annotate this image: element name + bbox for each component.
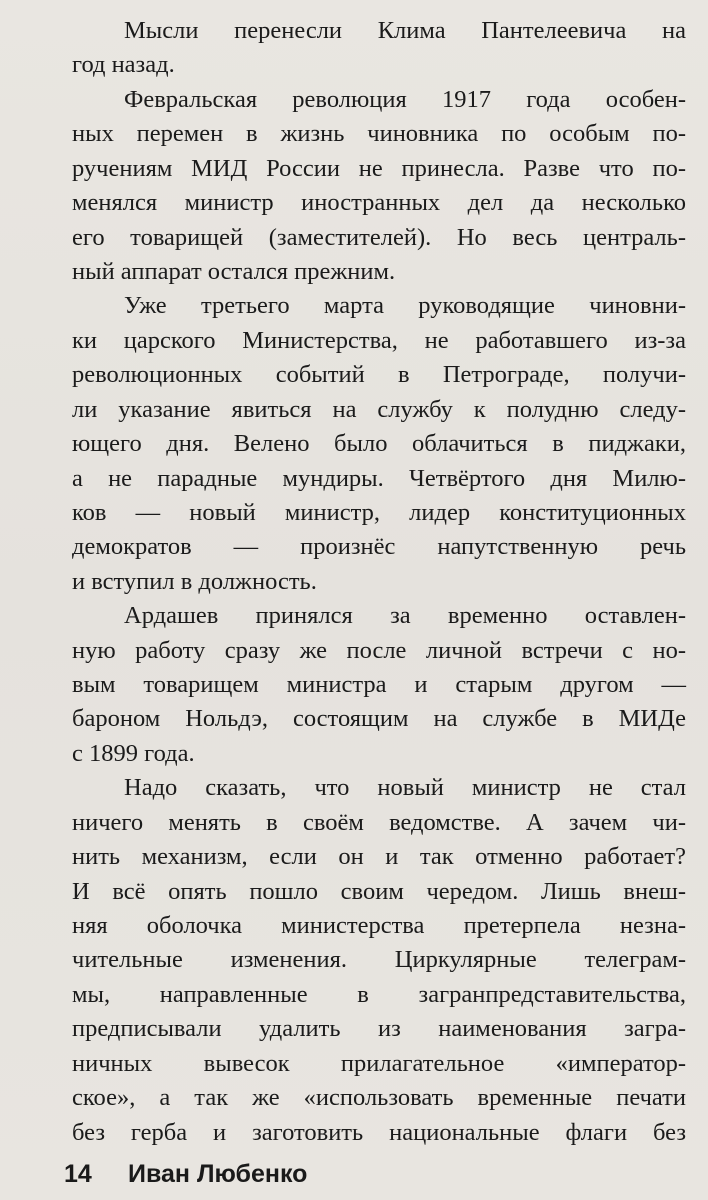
text-line: ничных вывесок прилагательное «император- — [72, 1049, 686, 1077]
text-line: Уже третьего марта руководящие чиновни- — [124, 292, 686, 320]
text-line: бароном Нольдэ, состоящим на службе в МИДе — [72, 705, 686, 733]
text-line: с 1899 года. — [72, 739, 195, 767]
text-line: вым товарищем министра и старым другом — — [72, 671, 686, 699]
text-line: ское», а так же «использовать временные печати — [72, 1084, 686, 1112]
text-line: ки царского Министерства, не работавшего из-за — [72, 326, 686, 354]
page-footer — [64, 1156, 307, 1192]
text-line: Февральская революция 1917 года особен- — [124, 85, 686, 113]
text-line: нить механизм, если он и так отменно работает? — [72, 843, 686, 871]
page-number: 14 — [64, 1160, 92, 1188]
text-line: ничего менять в своём ведомстве. А зачем чи- — [72, 808, 686, 836]
text-line: ных перемен в жизнь чиновника по особым по- — [72, 120, 686, 148]
text-line: И всё опять пошло своим чередом. Лишь внеш- — [72, 877, 686, 905]
text-line: Мысли перенесли Клима Пантелеевича на — [124, 17, 686, 44]
text-line: без герба и заготовить национальные флаги без — [72, 1118, 686, 1146]
text-line: мы, направленные в загранпредставительства, — [72, 980, 686, 1008]
text-line: ков — новый министр, лидер конституционных — [72, 498, 686, 526]
text-line: год назад. — [72, 51, 175, 79]
text-line: няя оболочка министерства претерпела незна- — [72, 912, 686, 940]
text-line: ную работу сразу же после личной встречи с но- — [72, 636, 686, 664]
text-line: ручениям МИД России не принесла. Разве что по- — [72, 154, 686, 182]
text-line: предписывали удалить из наименования загра- — [72, 1015, 686, 1043]
text-line: Надо сказать, что новый министр не стал — [124, 774, 686, 802]
text-line: Ардашев принялся за временно оставлен- — [124, 602, 686, 630]
text-line: а не парадные мундиры. Четвёртого дня Милю- — [72, 464, 686, 492]
text-line: его товарищей (заместителей). Но весь централь- — [72, 223, 686, 251]
text-line: ли указание явиться на службу к полудню следу- — [72, 395, 686, 423]
text-line: демократов — произнёс напутственную речь — [72, 533, 686, 561]
text-line: ный аппарат остался прежним. — [72, 257, 396, 285]
text-line: менялся министр иностранных дел да несколько — [72, 189, 686, 217]
text-line: чительные изменения. Циркулярные телеграм- — [72, 946, 686, 974]
author-name: Иван Любенко — [128, 1160, 308, 1188]
text-line: и вступил в должность. — [72, 567, 317, 595]
text-line: революционных событий в Петрограде, получи- — [72, 361, 686, 389]
text-line: ющего дня. Велено было облачиться в пиджаки, — [72, 430, 686, 458]
